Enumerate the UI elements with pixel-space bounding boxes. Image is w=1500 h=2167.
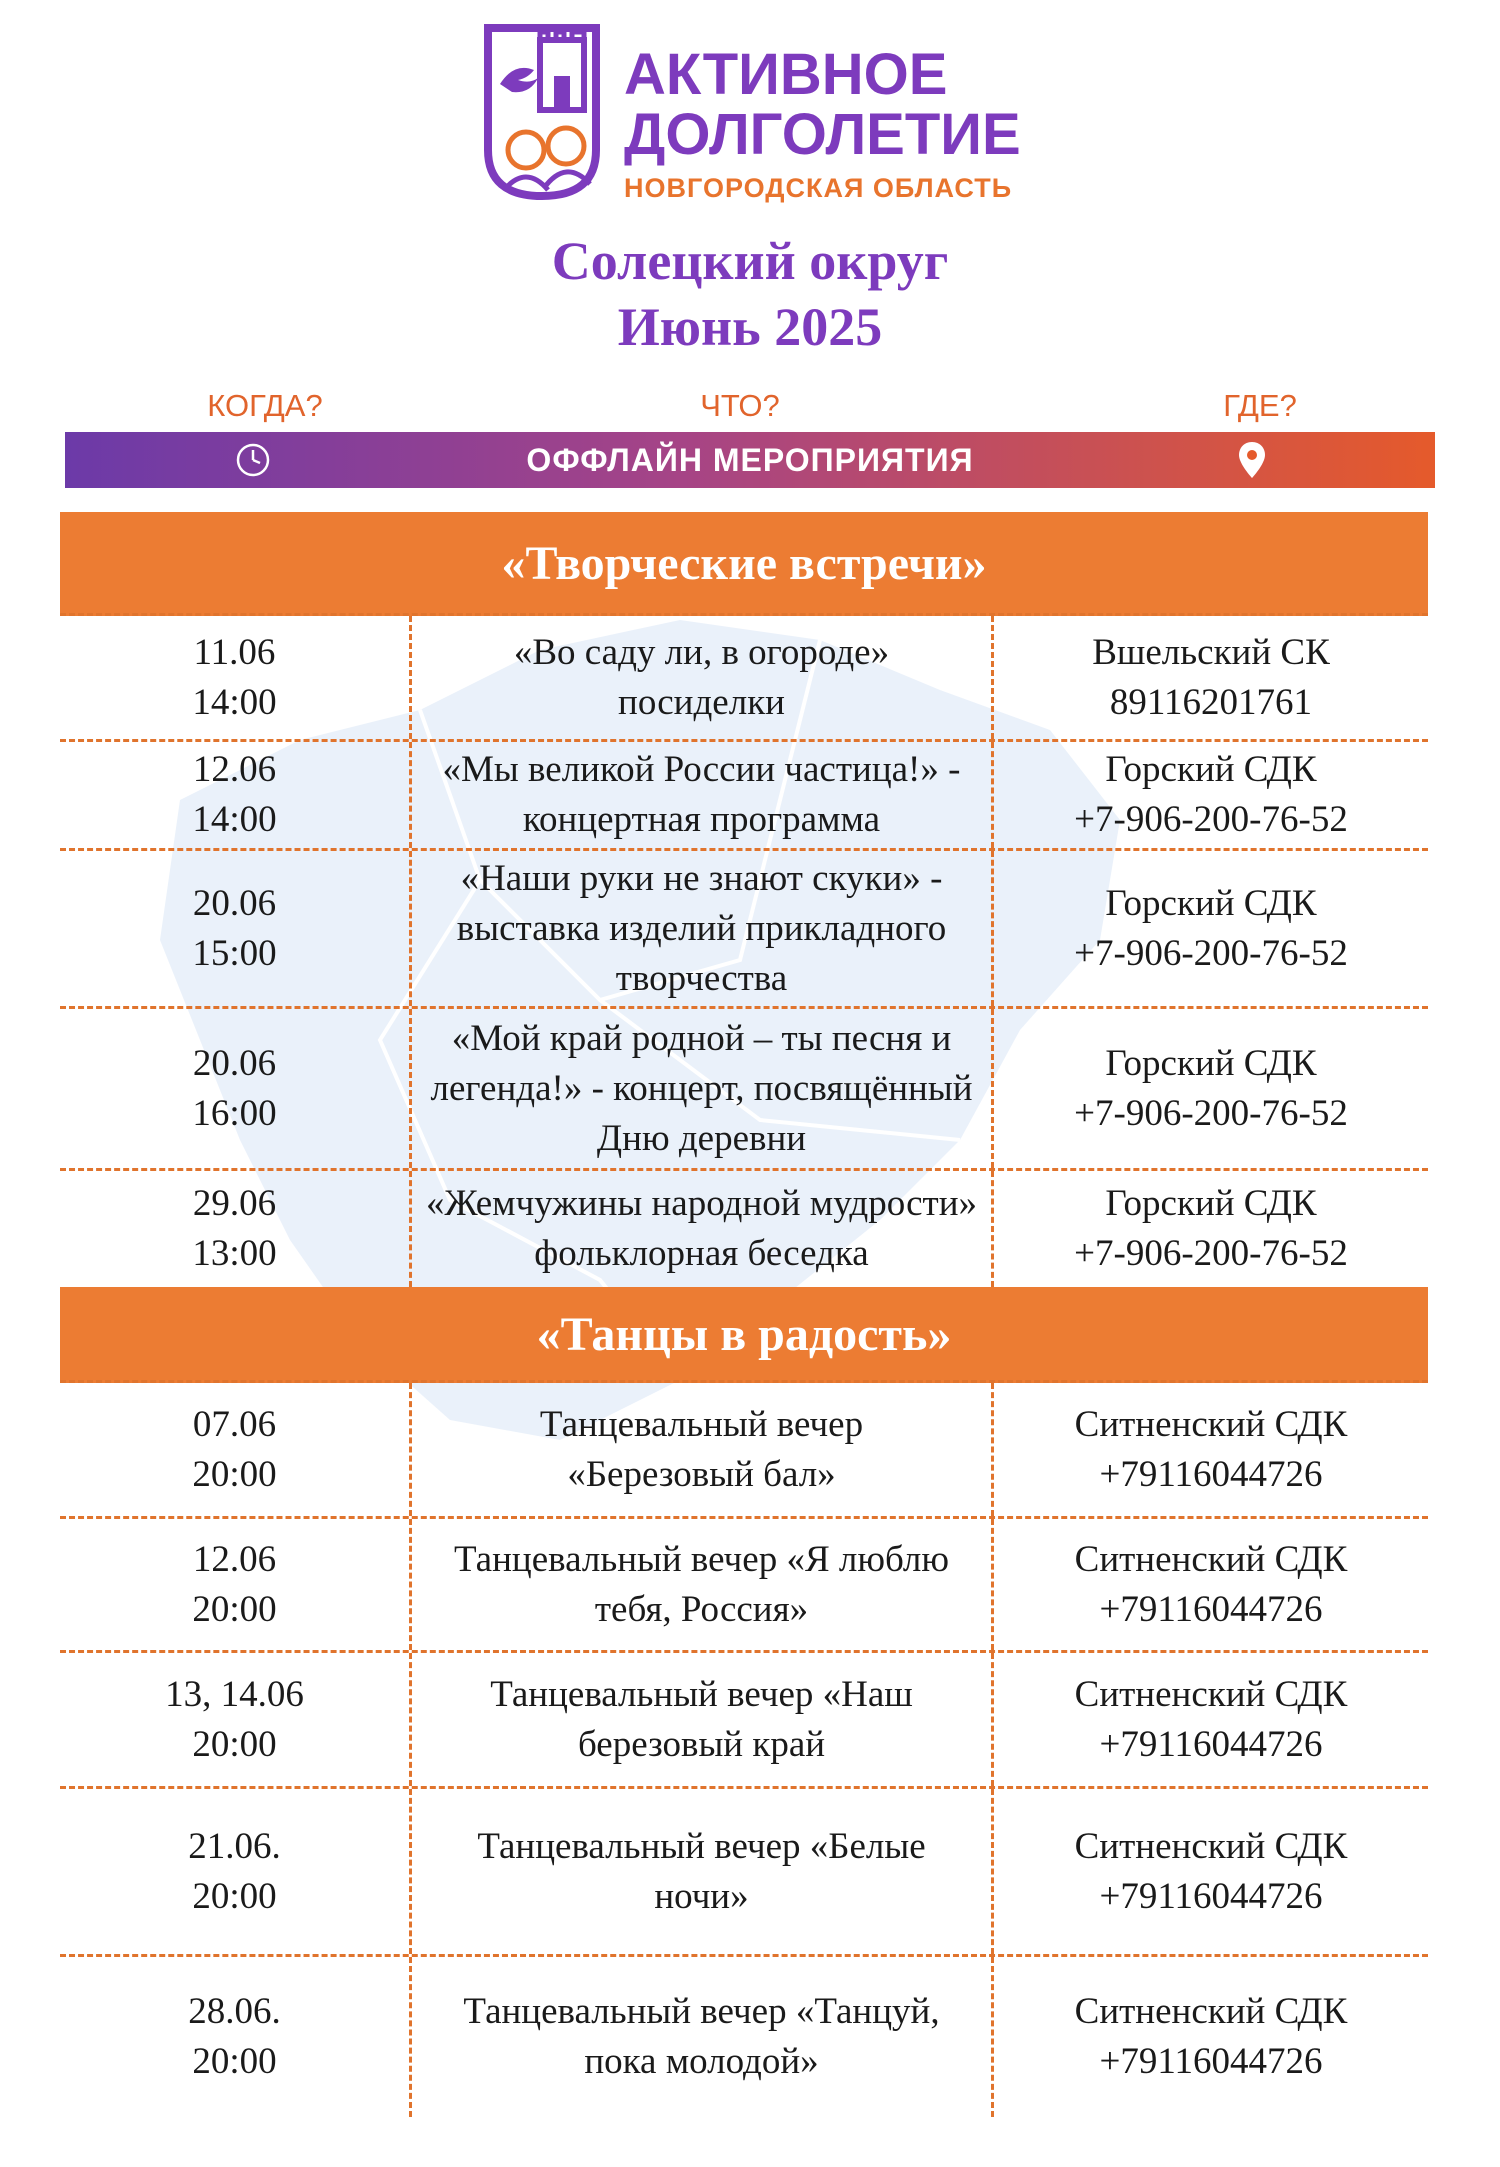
event-venue: Ситненский СДК xyxy=(1074,1403,1348,1445)
logo-line-longevity: ДОЛГОЛЕТИЕ xyxy=(624,102,1021,167)
event-title: «Мы великой России частица!» - концертная программа xyxy=(412,742,994,848)
table-row xyxy=(60,1789,1428,1957)
event-date: 20.06 xyxy=(192,882,277,924)
event-title: «Во саду ли, в огороде» посиделки xyxy=(412,616,994,739)
table-row xyxy=(60,851,1428,1009)
event-phone: +79116044726 xyxy=(1099,2041,1323,2082)
section-header-dances: «Танцы в радость» xyxy=(60,1287,1428,1383)
event-time: 15:00 xyxy=(192,932,277,974)
cell-where xyxy=(994,616,1428,739)
location-pin-icon xyxy=(1237,440,1267,480)
logo-line-active: АКТИВНОЕ xyxy=(624,42,948,107)
event-date: 20.06 xyxy=(192,1042,277,1084)
event-date: 29.06 xyxy=(192,1183,277,1224)
table-row xyxy=(60,1383,1428,1519)
page-title-month: Июнь 2025 xyxy=(617,297,883,357)
table-row xyxy=(60,1653,1428,1789)
event-venue: Горский СДК xyxy=(1105,1183,1317,1224)
table-row xyxy=(60,742,1428,851)
event-phone: +7-906-200-76-52 xyxy=(1074,1092,1348,1134)
cell-when xyxy=(60,1957,412,2117)
logo-line-region: НОВГОРОДСКАЯ ОБЛАСТЬ xyxy=(624,173,1013,203)
page-title-district: Солецкий округ xyxy=(551,231,949,291)
event-phone: 89116201761 xyxy=(1109,681,1313,723)
event-time: 16:00 xyxy=(192,1092,277,1134)
event-date: 12.06 xyxy=(192,749,277,790)
offline-events-title: ОФФЛАЙН МЕРОПРИЯТИЯ xyxy=(526,442,974,478)
event-phone: +7-906-200-76-52 xyxy=(1074,799,1348,840)
event-venue: Горский СДК xyxy=(1105,882,1317,924)
event-title: Танцевальный вечер «Березовый бал» xyxy=(412,1383,994,1516)
event-venue: Горский СДК xyxy=(1105,1042,1317,1084)
event-time: 20:00 xyxy=(192,1875,277,1917)
event-title: «Жемчужины народной мудрости» фольклорная беседка xyxy=(412,1171,994,1287)
event-date: 28.06. xyxy=(188,1991,281,2032)
cell-when xyxy=(60,1789,412,1954)
cell-where xyxy=(994,1171,1428,1287)
event-date: 21.06. xyxy=(188,1825,281,1867)
event-title: Танцевальный вечер «Наш березовый край xyxy=(412,1653,994,1786)
column-label-where: ГДЕ? xyxy=(1223,388,1297,423)
event-time: 14:00 xyxy=(192,799,277,840)
table-row xyxy=(60,1171,1428,1287)
cell-where xyxy=(994,851,1428,1006)
cell-when xyxy=(60,1383,412,1516)
logo xyxy=(478,20,1038,203)
cell-where xyxy=(994,1789,1428,1954)
cell-when xyxy=(60,616,412,739)
cell-where xyxy=(994,1519,1428,1650)
event-date: 07.06 xyxy=(192,1403,277,1445)
table-row xyxy=(60,1957,1428,2117)
event-phone: +79116044726 xyxy=(1099,1723,1323,1765)
event-phone: +79116044726 xyxy=(1099,1875,1323,1917)
table-row xyxy=(60,1009,1428,1171)
event-title: Танцевальный вечер «Я люблю тебя, Россия» xyxy=(412,1519,994,1650)
event-venue: Ситненский СДК xyxy=(1074,1673,1348,1715)
event-venue: Вшельский СК xyxy=(1092,631,1330,673)
event-title: «Наши руки не знают скуки» - выставка изделий прикладного творчества xyxy=(412,851,994,1006)
event-venue: Ситненский СДК xyxy=(1074,1538,1348,1580)
event-time: 20:00 xyxy=(192,1588,277,1630)
event-phone: +79116044726 xyxy=(1099,1453,1323,1495)
cell-when xyxy=(60,1171,412,1287)
event-time: 13:00 xyxy=(192,1233,277,1274)
table-row xyxy=(60,1519,1428,1653)
cell-when xyxy=(60,851,412,1006)
event-title: Танцевальный вечер «Белые ночи» xyxy=(412,1789,994,1954)
cell-where xyxy=(994,1653,1428,1786)
active-longevity-emblem-icon xyxy=(478,20,606,200)
event-time: 20:00 xyxy=(192,2041,277,2082)
event-time: 20:00 xyxy=(192,1723,277,1765)
cell-when xyxy=(60,1653,412,1786)
event-phone: +7-906-200-76-52 xyxy=(1074,1233,1348,1274)
event-venue: Ситненский СДК xyxy=(1074,1825,1348,1867)
event-date: 12.06 xyxy=(192,1538,277,1580)
event-time: 20:00 xyxy=(192,1453,277,1495)
event-time: 14:00 xyxy=(192,681,277,723)
section-header-creative-meetings: «Творческие встречи» xyxy=(60,512,1428,616)
event-phone: +7-906-200-76-52 xyxy=(1074,932,1348,974)
cell-where xyxy=(994,1009,1428,1168)
offline-events-bar xyxy=(65,432,1435,488)
event-phone: +79116044726 xyxy=(1099,1588,1323,1630)
event-date: 13, 14.06 xyxy=(165,1673,304,1715)
column-label-when: КОГДА? xyxy=(207,388,323,423)
event-venue: Ситненский СДК xyxy=(1074,1991,1348,2032)
event-title: «Мой край родной – ты песня и легенда!» - концерт, посвящённый Дню деревни xyxy=(412,1009,994,1168)
logo-wordmark xyxy=(624,42,1021,204)
table-row xyxy=(60,616,1428,742)
column-label-what: ЧТО? xyxy=(700,388,780,423)
cell-when xyxy=(60,1519,412,1650)
event-venue: Горский СДК xyxy=(1105,749,1317,790)
events-table xyxy=(60,512,1428,2117)
cell-when xyxy=(60,742,412,848)
cell-where xyxy=(994,1383,1428,1516)
cell-where xyxy=(994,1957,1428,2117)
cell-when xyxy=(60,1009,412,1168)
event-title: Танцевальный вечер «Танцуй, пока молодой» xyxy=(412,1957,994,2117)
cell-where xyxy=(994,742,1428,848)
event-date: 11.06 xyxy=(193,631,276,673)
